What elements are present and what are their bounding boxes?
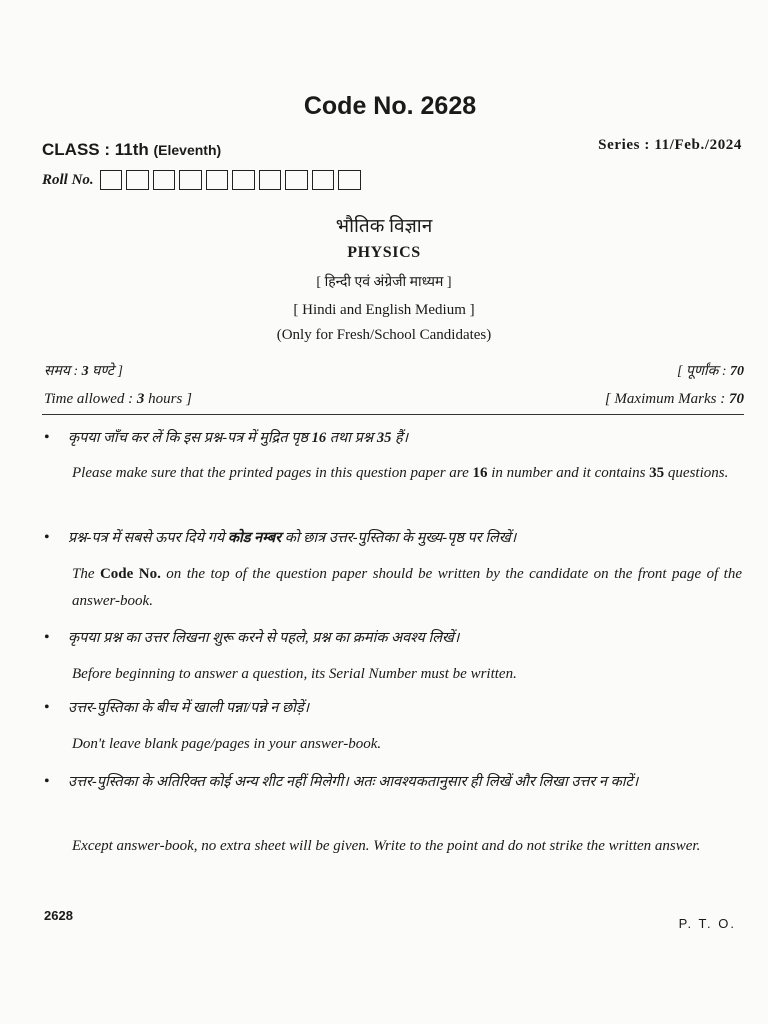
medium-english: [ Hindi and English Medium ] [293,302,475,318]
instruction-2-hindi [44,526,744,550]
time-hindi [44,361,123,380]
roll-number-box[interactable] [338,170,361,190]
instruction-3-hindi [44,626,744,650]
subject-hindi-title: भौतिक विज्ञान [335,216,433,237]
bullet-icon: • [44,529,50,546]
roll-number-box[interactable] [259,170,282,190]
class-line [42,140,221,160]
time-hindi-value: 3 [81,364,89,379]
instruction-5-hindi [44,770,744,794]
roll-number-boxes [100,170,365,190]
pto-label: P. T. O. [678,916,736,931]
subject-english-title: PHYSICS [347,244,421,261]
bullet-icon: • [44,429,50,446]
time-hindi-suffix: घण्टे ] [88,364,123,379]
instruction-2-english: The Code No. on the top of the question paper should be written by the candidate on the front page of the answer-book. [72,566,743,609]
header-divider [42,414,744,415]
time-english [44,391,192,408]
roll-number-box[interactable] [126,170,149,190]
medium-hindi: [ हिन्दी एवं अंग्रेजी माध्यम ] [316,275,452,290]
marks-hindi [677,361,744,380]
code-number: Code No. 2628 [303,92,477,120]
instruction-3-english: Before beginning to answer a question, its Serial Number must be written. [72,666,517,682]
class-label: CLASS : 11th [42,140,149,159]
time-english-value: 3 [136,391,145,407]
candidates-note: (Only for Fresh/School Candidates) [276,327,492,343]
marks-english-prefix: [ Maximum Marks : [604,391,729,407]
roll-label: Roll No. [42,171,94,188]
footer-code: 2628 [44,908,73,923]
marks-english [605,391,744,408]
bullet-icon: • [44,629,50,646]
class-sub: (Eleventh) [153,142,222,158]
instruction-hindi-text: प्रश्न-पत्र में सबसे ऊपर दिये गये कोड नम्बर को छात्र उत्तर-पुस्तिका के मुख्य-पृष्ठ पर लिखें। [68,530,517,546]
marks-hindi-value: 70 [730,364,744,379]
instruction-hindi-text: उत्तर-पुस्तिका के बीच में खाली पन्ना/पन्ने न छोड़ें। [68,700,310,716]
roll-number-box[interactable] [312,170,335,190]
instruction-4-english: Don't leave blank page/pages in your answer-book. [72,736,382,752]
roll-number-box[interactable] [153,170,176,190]
series-label: Series : 11/Feb./2024 [598,137,742,153]
time-english-prefix: Time allowed : [44,391,137,407]
bullet-icon: • [44,773,50,790]
bullet-icon: • [44,699,50,716]
instruction-hindi-text: कृपया जाँच कर लें कि इस प्रश्न-पत्र में मुद्रित पृष्ठ 16 तथा प्रश्न 35 हैं। [68,430,409,446]
instruction-1-hindi [44,426,744,450]
marks-hindi-prefix: [ पूर्णांक : [676,364,730,379]
time-english-suffix: hours ] [144,391,192,407]
time-hindi-prefix: समय : [44,364,82,379]
instruction-4-hindi [44,696,744,720]
roll-number-box[interactable] [206,170,229,190]
instruction-5-english: Except answer-book, no extra sheet will be given. Write to the point and do not strike the written answer. [72,838,701,854]
instruction-1-english: Please make sure that the printed pages in this question paper are 16 in number and it contains 35 questions. [72,465,729,481]
roll-number-box[interactable] [232,170,255,190]
roll-number-box[interactable] [179,170,202,190]
instruction-hindi-text: कृपया प्रश्न का उत्तर लिखना शुरू करने से पहले, प्रश्न का क्रमांक अवश्य लिखें। [68,630,460,646]
marks-english-value: 70 [729,391,744,407]
roll-number-box[interactable] [285,170,308,190]
roll-number-row [42,170,365,190]
roll-number-box[interactable] [100,170,123,190]
instruction-hindi-text: उत्तर-पुस्तिका के अतिरिक्त कोई अन्य शीट नहीं मिलेगी। अतः आवश्यकतानुसार ही लिखें और लिखा उत्तर न काटें। [68,774,639,790]
